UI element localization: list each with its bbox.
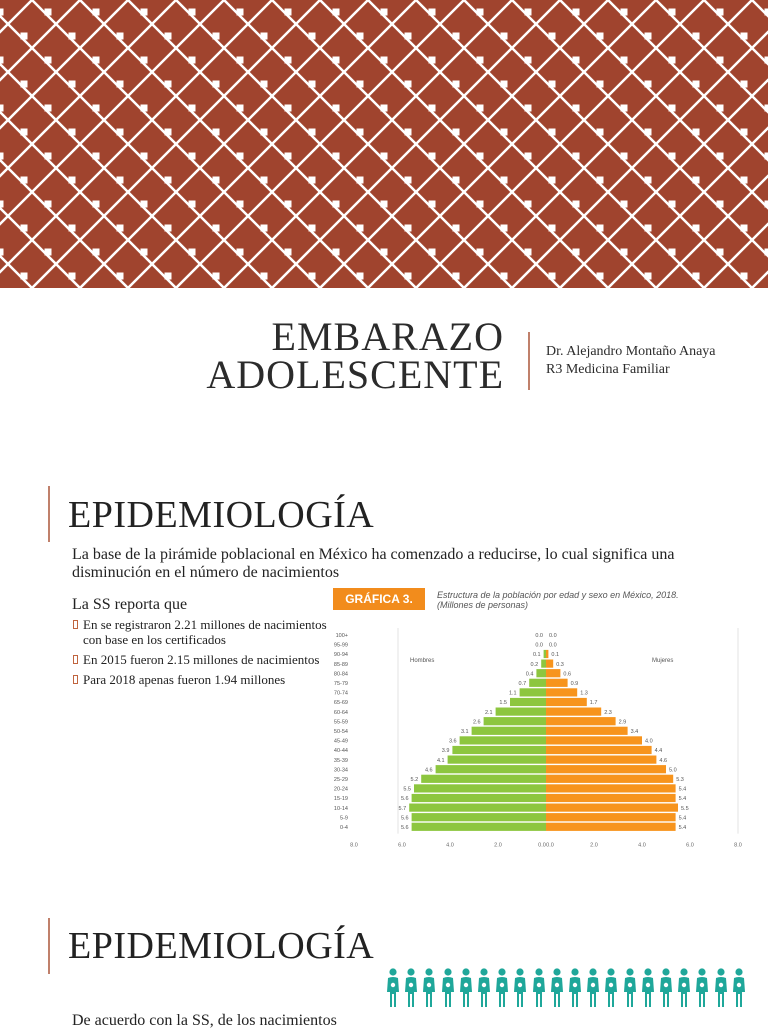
person-icon — [714, 968, 728, 1008]
person-icon — [386, 968, 400, 1008]
female-bar — [546, 746, 652, 754]
age-tick-label: 15-19 — [334, 796, 348, 802]
male-value-label: 3.9 — [442, 748, 450, 754]
bullet-list — [73, 617, 331, 692]
age-tick-label: 40-44 — [334, 748, 348, 754]
female-bar — [546, 794, 676, 802]
people-icons-row — [386, 968, 746, 1008]
male-bar — [496, 708, 546, 716]
female-value-label: 3.4 — [631, 729, 639, 735]
female-value-label: 0.0 — [549, 643, 557, 649]
male-value-label: 0.0 — [535, 643, 543, 649]
female-bar — [546, 650, 548, 658]
female-bar — [546, 813, 676, 821]
female-bar — [546, 736, 642, 744]
male-bar — [421, 775, 546, 783]
title-divider — [528, 332, 530, 390]
male-bar — [544, 650, 546, 658]
age-tick-label: 35-39 — [334, 758, 348, 764]
person-icon — [459, 968, 473, 1008]
female-bar — [546, 660, 553, 668]
male-value-label: 0.7 — [519, 681, 527, 687]
age-tick-label: 10-14 — [334, 806, 348, 812]
male-value-label: 0.1 — [533, 652, 541, 658]
male-value-label: 3.6 — [449, 739, 457, 745]
male-bar — [472, 727, 546, 735]
male-value-label: 5.5 — [403, 787, 411, 793]
female-value-label: 0.6 — [563, 671, 571, 677]
x-tick-label: 8.0 — [734, 843, 742, 848]
female-value-label: 1.7 — [590, 700, 598, 706]
female-bar — [546, 708, 601, 716]
age-tick-label: 50-54 — [334, 729, 348, 735]
age-tick-label: 85-89 — [334, 662, 348, 668]
age-tick-label: 90-94 — [334, 652, 348, 658]
male-value-label: 5.6 — [401, 815, 409, 821]
male-value-label: 5.7 — [399, 806, 407, 812]
male-value-label: 5.6 — [401, 796, 409, 802]
female-bar — [546, 679, 568, 687]
male-value-label: 0.2 — [531, 662, 539, 668]
male-value-label: 2.1 — [485, 710, 493, 716]
person-icon — [732, 968, 746, 1008]
x-tick-label: 4.0 — [638, 843, 646, 848]
female-value-label: 5.0 — [669, 767, 677, 773]
person-icon — [659, 968, 673, 1008]
legend-hombres: Hombres — [410, 658, 434, 664]
section-title: EPIDEMIOLOGÍA — [68, 493, 374, 537]
male-bar — [484, 717, 546, 725]
male-value-label: 1.5 — [499, 700, 507, 706]
female-value-label: 4.4 — [655, 748, 663, 754]
female-value-label: 5.4 — [679, 796, 687, 802]
age-tick-label: 55-59 — [334, 719, 348, 725]
title-line-2: ADOLESCENTE — [206, 356, 504, 394]
x-tick-label: 2.0 — [494, 843, 502, 848]
person-icon — [677, 968, 691, 1008]
female-value-label: 4.6 — [659, 758, 667, 764]
author-name: Dr. Alejandro Montaño Anaya — [546, 343, 716, 361]
title-slide — [0, 0, 768, 440]
chart-caption-line-1: Estructura de la población por edad y sexo en México, 2018. — [437, 590, 737, 600]
male-bar — [520, 688, 546, 696]
female-bar — [546, 669, 560, 677]
chart-caption — [437, 590, 737, 610]
age-tick-label: 45-49 — [334, 739, 348, 745]
title-block — [206, 318, 504, 394]
female-value-label: 1.3 — [580, 691, 588, 697]
person-icon — [422, 968, 436, 1008]
section-accent-bar — [48, 486, 50, 542]
female-value-label: 0.9 — [571, 681, 579, 687]
population-pyramid-chart — [330, 622, 750, 848]
person-icon — [441, 968, 455, 1008]
bullet-item: Para 2018 apenas fueron 1.94 millones — [73, 672, 331, 687]
age-tick-label: 0-4 — [340, 825, 348, 831]
male-bar — [452, 746, 546, 754]
male-bar — [409, 804, 546, 812]
title-line-1: EMBARAZO — [206, 318, 504, 356]
person-icon — [495, 968, 509, 1008]
male-bar — [412, 813, 546, 821]
male-bar — [412, 823, 546, 831]
person-icon — [550, 968, 564, 1008]
male-bar — [460, 736, 546, 744]
male-bar — [536, 669, 546, 677]
male-value-label: 0.0 — [535, 633, 543, 639]
age-tick-label: 80-84 — [334, 671, 348, 677]
male-value-label: 0.4 — [526, 671, 534, 677]
author-role: R3 Medicina Familiar — [546, 361, 716, 379]
female-value-label: 5.5 — [681, 806, 689, 812]
author-block — [546, 343, 716, 379]
male-value-label: 4.1 — [437, 758, 445, 764]
ss-heading: La SS reporta que — [72, 596, 187, 614]
person-icon — [604, 968, 618, 1008]
male-bar — [414, 784, 546, 792]
x-tick-label: 2.0 — [590, 843, 598, 848]
female-value-label: 2.3 — [604, 710, 612, 716]
person-icon — [586, 968, 600, 1008]
male-value-label: 5.2 — [411, 777, 419, 783]
female-value-label: 2.9 — [619, 719, 627, 725]
x-tick-label: 0.0 — [546, 843, 554, 848]
female-bar — [546, 823, 676, 831]
section-accent-bar-2 — [48, 918, 50, 974]
male-value-label: 5.6 — [401, 825, 409, 831]
x-tick-label: 0.0 — [538, 843, 546, 848]
male-value-label: 3.1 — [461, 729, 469, 735]
female-bar — [546, 775, 673, 783]
female-bar — [546, 756, 656, 764]
person-icon — [623, 968, 637, 1008]
person-icon — [404, 968, 418, 1008]
male-bar — [529, 679, 546, 687]
x-tick-label: 6.0 — [398, 843, 406, 848]
female-bar — [546, 765, 666, 773]
male-bar — [448, 756, 546, 764]
x-tick-label: 4.0 — [446, 843, 454, 848]
diamond-pattern-banner — [0, 0, 768, 288]
age-tick-label: 60-64 — [334, 710, 348, 716]
male-value-label: 2.6 — [473, 719, 481, 725]
person-icon — [641, 968, 655, 1008]
x-tick-label: 8.0 — [350, 843, 358, 848]
age-tick-label: 65-69 — [334, 700, 348, 706]
age-tick-label: 5-9 — [340, 815, 348, 821]
person-icon — [532, 968, 546, 1008]
section-title-2: EPIDEMIOLOGÍA — [68, 924, 374, 968]
female-value-label: 5.4 — [679, 825, 687, 831]
male-bar — [510, 698, 546, 706]
female-value-label: 4.0 — [645, 739, 653, 745]
female-value-label: 5.4 — [679, 787, 687, 793]
person-icon — [695, 968, 709, 1008]
age-tick-label: 95-99 — [334, 643, 348, 649]
male-bar — [412, 794, 546, 802]
age-tick-label: 25-29 — [334, 777, 348, 783]
age-tick-label: 30-34 — [334, 767, 348, 773]
bottom-paragraph: De acuerdo con la SS, de los nacimientos — [72, 1012, 337, 1030]
person-icon — [513, 968, 527, 1008]
female-value-label: 0.3 — [556, 662, 564, 668]
male-value-label: 4.6 — [425, 767, 433, 773]
chart-badge: GRÁFICA 3. — [333, 588, 425, 610]
age-tick-label: 20-24 — [334, 787, 348, 793]
male-value-label: 1.1 — [509, 691, 517, 697]
x-tick-label: 6.0 — [686, 843, 694, 848]
chart-caption-line-2: (Millones de personas) — [437, 600, 737, 610]
female-bar — [546, 688, 577, 696]
male-bar — [436, 765, 546, 773]
female-bar — [546, 727, 628, 735]
female-bar — [546, 804, 678, 812]
female-value-label: 5.3 — [676, 777, 684, 783]
person-icon — [568, 968, 582, 1008]
age-tick-label: 75-79 — [334, 681, 348, 687]
intro-paragraph: La base de la pirámide poblacional en México ha comenzado a reducirse, lo cual significa una disminución en el número de nacimientos — [72, 546, 692, 582]
female-bar — [546, 784, 676, 792]
person-icon — [477, 968, 491, 1008]
age-tick-label: 70-74 — [334, 691, 348, 697]
female-value-label: 0.0 — [549, 633, 557, 639]
bullet-item: En se registraron 2.21 millones de nacimientos con base en los certificados — [73, 617, 331, 647]
female-bar — [546, 717, 616, 725]
bullet-item: En 2015 fueron 2.15 millones de nacimientos — [73, 652, 331, 667]
legend-mujeres: Mujeres — [652, 658, 673, 664]
female-value-label: 0.1 — [551, 652, 559, 658]
male-bar — [541, 660, 546, 668]
female-bar — [546, 698, 587, 706]
age-tick-label: 100+ — [336, 633, 348, 639]
female-value-label: 5.4 — [679, 815, 687, 821]
